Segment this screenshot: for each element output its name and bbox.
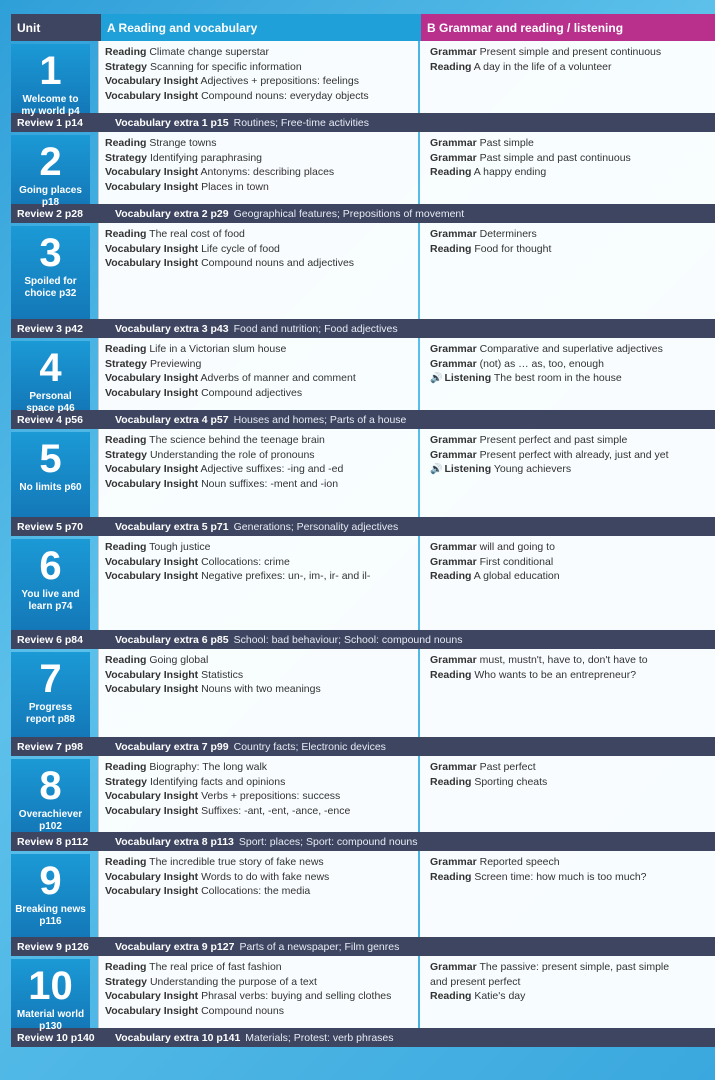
line-label: Grammar bbox=[430, 434, 477, 446]
line-label: Grammar bbox=[430, 343, 477, 355]
review-link[interactable]: Review 9 p126 bbox=[17, 940, 89, 953]
line-text: Adjectives + prepositions: feelings bbox=[200, 75, 359, 87]
line-label: Reading bbox=[430, 60, 472, 73]
content-line bbox=[105, 448, 414, 463]
unit-title: Overachiever p102 bbox=[18, 809, 83, 832]
unit-row bbox=[11, 132, 715, 208]
grammar-reading-cell bbox=[420, 41, 715, 113]
line-text: Biography: The long walk bbox=[149, 761, 268, 773]
review-link[interactable]: Review 8 p112 bbox=[17, 835, 89, 848]
unit-badge[interactable] bbox=[11, 759, 90, 832]
reading-vocabulary-cell bbox=[98, 851, 418, 937]
content-line bbox=[430, 668, 711, 683]
line-text: First conditional bbox=[479, 555, 554, 568]
line-text: Identifying paraphrasing bbox=[149, 151, 263, 164]
line-text: Previewing bbox=[149, 357, 202, 370]
unit-number: 7 bbox=[39, 657, 62, 701]
unit-row bbox=[11, 338, 715, 414]
vocab-extra-topics: Houses and homes; Parts of a house bbox=[233, 413, 407, 426]
unit-3 bbox=[0, 223, 715, 338]
line-label: Vocabulary Insight bbox=[105, 372, 199, 384]
vocab-extra-topics: Country facts; Electronic devices bbox=[233, 740, 386, 753]
line-text: Climate change superstar bbox=[149, 46, 269, 58]
header-unit: Unit bbox=[11, 14, 101, 41]
line-label: Vocabulary Insight bbox=[105, 555, 199, 568]
line-label: Strategy bbox=[105, 151, 148, 164]
content-line bbox=[430, 870, 711, 885]
unit-row bbox=[11, 649, 715, 737]
content-line bbox=[430, 371, 711, 387]
line-text: Present perfect and past simple bbox=[479, 434, 628, 446]
vocab-extra-link[interactable]: Vocabulary extra 2 p29 bbox=[115, 207, 229, 220]
table-header bbox=[0, 14, 715, 41]
line-label: Vocabulary Insight bbox=[105, 683, 199, 695]
line-label: Grammar bbox=[430, 228, 477, 240]
line-text: Suffixes: -ant, -ent, -ance, -ence bbox=[201, 804, 351, 817]
review-bar bbox=[11, 410, 715, 429]
content-line bbox=[430, 448, 711, 463]
review-link[interactable]: Review 6 p84 bbox=[17, 633, 83, 646]
line-label: Listening bbox=[444, 372, 492, 384]
line-text: Young achievers bbox=[493, 463, 572, 475]
content-line bbox=[430, 760, 711, 775]
line-label: Grammar bbox=[430, 555, 477, 568]
content-line bbox=[105, 975, 414, 990]
line-label: Reading bbox=[105, 541, 147, 553]
review-bar bbox=[11, 937, 715, 956]
grammar-reading-cell bbox=[420, 851, 715, 937]
line-label: Vocabulary Insight bbox=[105, 1004, 199, 1017]
line-label: Grammar bbox=[430, 961, 477, 973]
vocab-extra-link[interactable]: Vocabulary extra 6 p85 bbox=[115, 633, 229, 646]
content-line bbox=[105, 136, 414, 151]
line-text: Strange towns bbox=[149, 137, 217, 149]
content-line bbox=[105, 555, 414, 570]
unit-title: Progress report p88 bbox=[26, 702, 75, 725]
line-text: A global education bbox=[473, 570, 560, 582]
content-line bbox=[105, 60, 414, 75]
line-text: Antonyms: describing places bbox=[200, 166, 335, 178]
reading-vocabulary-cell bbox=[98, 223, 418, 319]
line-text: must, mustn't, have to, don't have to bbox=[479, 654, 648, 666]
line-text: Food for thought bbox=[474, 242, 552, 255]
unit-number: 3 bbox=[39, 231, 62, 275]
vocab-extra-link[interactable]: Vocabulary extra 4 p57 bbox=[115, 413, 229, 426]
units-table bbox=[0, 41, 715, 1047]
reading-vocabulary-cell bbox=[98, 338, 418, 410]
content-line bbox=[430, 151, 711, 166]
unit-badge[interactable] bbox=[11, 226, 90, 319]
line-text: Present perfect with already, just and yet bbox=[479, 448, 669, 461]
line-text: Nouns with two meanings bbox=[201, 683, 321, 695]
line-label: Reading bbox=[105, 654, 147, 666]
line-text: and present perfect bbox=[430, 975, 521, 988]
line-label: Strategy bbox=[105, 975, 148, 988]
reading-vocabulary-cell bbox=[98, 649, 418, 737]
line-text: Going global bbox=[149, 654, 209, 666]
content-line bbox=[105, 477, 414, 492]
unit-title: Welcome to my world p4 bbox=[21, 94, 80, 117]
line-label: Vocabulary Insight bbox=[105, 990, 199, 1002]
unit-7 bbox=[0, 649, 715, 756]
line-label: Reading bbox=[105, 961, 147, 973]
line-label: Grammar bbox=[430, 541, 477, 553]
line-label: Vocabulary Insight bbox=[105, 257, 199, 269]
review-bar bbox=[11, 1028, 715, 1047]
unit-number: 5 bbox=[39, 437, 62, 481]
content-line bbox=[430, 242, 711, 257]
line-label: Reading bbox=[105, 343, 147, 355]
line-text: Understanding the purpose of a text bbox=[149, 975, 317, 988]
line-label: Reading bbox=[105, 434, 147, 446]
line-text: Past perfect bbox=[479, 761, 536, 773]
line-text: Verbs + prepositions: success bbox=[201, 790, 341, 802]
line-label: Vocabulary Insight bbox=[105, 166, 199, 178]
content-line bbox=[105, 789, 414, 804]
grammar-reading-cell bbox=[420, 223, 715, 319]
line-label: Vocabulary Insight bbox=[105, 180, 199, 193]
line-text: Who wants to be an entrepreneur? bbox=[474, 668, 637, 681]
grammar-reading-cell bbox=[420, 756, 715, 832]
speaker-icon: 🔊 bbox=[430, 373, 443, 384]
content-line bbox=[105, 884, 414, 899]
line-text: will and going to bbox=[479, 541, 555, 553]
line-text: The science behind the teenage brain bbox=[149, 434, 325, 446]
vocab-extra-link[interactable]: Vocabulary extra 7 p99 bbox=[115, 740, 229, 753]
unit-number: 8 bbox=[39, 764, 62, 808]
content-line bbox=[105, 45, 414, 60]
speaker-icon: 🔊 bbox=[430, 464, 443, 475]
content-line bbox=[105, 74, 414, 89]
line-text: Collocations: the media bbox=[201, 885, 311, 897]
line-label: Strategy bbox=[105, 357, 148, 370]
content-line bbox=[105, 227, 414, 242]
line-label: Strategy bbox=[105, 775, 148, 788]
content-line bbox=[105, 760, 414, 775]
content-line bbox=[105, 256, 414, 271]
content-line bbox=[105, 870, 414, 885]
line-text: Reported speech bbox=[479, 856, 560, 868]
content-line bbox=[105, 165, 414, 180]
header-reading-vocabulary: A Reading and vocabulary bbox=[101, 14, 421, 41]
unit-number: 4 bbox=[39, 346, 62, 390]
content-line bbox=[430, 227, 711, 242]
line-text: The passive: present simple, past simple bbox=[479, 961, 670, 973]
line-label: Grammar bbox=[430, 654, 477, 666]
content-line bbox=[430, 569, 711, 584]
content-line bbox=[430, 165, 711, 180]
review-bar bbox=[11, 630, 715, 649]
content-line bbox=[105, 386, 414, 401]
vocab-extra-topics: Routines; Free-time activities bbox=[233, 116, 370, 129]
unit-title: Material world p130 bbox=[16, 1009, 85, 1032]
unit-4 bbox=[0, 338, 715, 429]
line-text: Noun suffixes: -ment and -ion bbox=[201, 477, 339, 490]
line-text: Compound adjectives bbox=[201, 386, 303, 399]
line-text: A happy ending bbox=[473, 166, 547, 178]
reading-vocabulary-cell bbox=[98, 429, 418, 517]
line-text: Collocations: crime bbox=[201, 555, 290, 568]
line-text: Katie's day bbox=[474, 990, 526, 1002]
line-label: Reading bbox=[430, 166, 472, 178]
line-text: Scanning for specific information bbox=[149, 60, 302, 73]
line-label: Reading bbox=[430, 870, 472, 883]
review-link[interactable]: Review 4 p56 bbox=[17, 413, 83, 426]
content-line bbox=[105, 569, 414, 584]
unit-number: 10 bbox=[28, 964, 73, 1008]
unit-2 bbox=[0, 132, 715, 223]
line-label: Grammar bbox=[430, 856, 477, 868]
content-line bbox=[105, 682, 414, 697]
grammar-reading-cell bbox=[420, 132, 715, 204]
vocab-extra-topics: Materials; Protest: verb phrases bbox=[245, 1031, 394, 1044]
vocab-extra-topics: Geographical features; Prepositions of movement bbox=[233, 207, 465, 220]
unit-row bbox=[11, 429, 715, 517]
line-label: Reading bbox=[105, 856, 147, 868]
reading-vocabulary-cell bbox=[98, 956, 418, 1028]
line-label: Vocabulary Insight bbox=[105, 89, 199, 102]
line-text: A day in the life of a volunteer bbox=[473, 60, 612, 73]
review-bar bbox=[11, 113, 715, 132]
vocab-extra-link[interactable]: Vocabulary extra 3 p43 bbox=[115, 322, 229, 335]
content-line bbox=[105, 540, 414, 555]
content-line bbox=[105, 462, 414, 477]
line-text: Adverbs of manner and comment bbox=[200, 372, 356, 384]
content-line bbox=[430, 653, 711, 668]
line-label: Vocabulary Insight bbox=[105, 668, 199, 681]
line-label: Grammar bbox=[430, 357, 477, 370]
unit-row bbox=[11, 956, 715, 1032]
unit-6 bbox=[0, 536, 715, 649]
review-link[interactable]: Review 10 p140 bbox=[17, 1031, 95, 1044]
vocab-extra-link[interactable]: Vocabulary extra 5 p71 bbox=[115, 520, 229, 533]
content-line bbox=[430, 855, 711, 870]
line-text: Compound nouns bbox=[201, 1004, 284, 1017]
unit-number: 1 bbox=[39, 49, 62, 93]
line-label: Reading bbox=[430, 775, 472, 788]
content-line bbox=[430, 540, 711, 555]
line-text: Past simple bbox=[479, 137, 534, 149]
line-text: Past simple and past continuous bbox=[479, 151, 631, 164]
content-line bbox=[430, 775, 711, 790]
vocab-extra-topics: Food and nutrition; Food adjectives bbox=[233, 322, 398, 335]
line-label: Vocabulary Insight bbox=[105, 75, 199, 87]
content-line bbox=[105, 668, 414, 683]
line-text: The best room in the house bbox=[493, 372, 622, 384]
line-text: Identifying facts and opinions bbox=[149, 775, 286, 788]
line-label: Strategy bbox=[105, 448, 148, 461]
unit-title: No limits p60 bbox=[19, 482, 82, 493]
unit-row bbox=[11, 536, 715, 630]
line-label: Grammar bbox=[430, 151, 477, 164]
unit-badge[interactable] bbox=[11, 432, 90, 517]
content-line bbox=[430, 45, 711, 60]
vocab-extra-link[interactable]: Vocabulary extra 8 p113 bbox=[115, 835, 234, 848]
vocab-extra-link[interactable]: Vocabulary extra 10 p141 bbox=[115, 1031, 241, 1044]
content-line bbox=[105, 89, 414, 104]
line-text: Life in a Victorian slum house bbox=[149, 343, 287, 355]
review-link[interactable]: Review 7 p98 bbox=[17, 740, 83, 753]
vocab-extra-link[interactable]: Vocabulary extra 9 p127 bbox=[115, 940, 235, 953]
vocab-extra-topics: Generations; Personality adjectives bbox=[233, 520, 399, 533]
grammar-reading-cell bbox=[420, 338, 715, 410]
content-line bbox=[105, 151, 414, 166]
content-line bbox=[105, 855, 414, 870]
line-text: The real price of fast fashion bbox=[149, 961, 282, 973]
unit-row bbox=[11, 41, 715, 117]
content-line bbox=[105, 357, 414, 372]
review-bar bbox=[11, 319, 715, 338]
grammar-reading-cell bbox=[420, 649, 715, 737]
content-line bbox=[430, 975, 711, 990]
content-line bbox=[430, 462, 711, 478]
review-bar bbox=[11, 204, 715, 223]
review-bar bbox=[11, 832, 715, 851]
unit-10 bbox=[0, 956, 715, 1047]
unit-badge[interactable] bbox=[11, 135, 90, 208]
unit-badge[interactable] bbox=[11, 44, 90, 117]
line-label: Vocabulary Insight bbox=[105, 870, 199, 883]
content-line bbox=[105, 242, 414, 257]
header-grammar-reading: B Grammar and reading / listening bbox=[421, 14, 715, 41]
grammar-reading-cell bbox=[420, 536, 715, 630]
content-line bbox=[105, 180, 414, 195]
line-label: Vocabulary Insight bbox=[105, 804, 199, 817]
unit-title: Personal space p46 bbox=[26, 391, 75, 414]
unit-row bbox=[11, 851, 715, 937]
unit-8 bbox=[0, 756, 715, 851]
unit-title: Spoiled for choice p32 bbox=[24, 276, 77, 299]
unit-badge[interactable] bbox=[11, 959, 90, 1032]
content-line bbox=[105, 433, 414, 448]
review-link[interactable]: Review 3 p42 bbox=[17, 322, 83, 335]
content-line bbox=[105, 775, 414, 790]
line-label: Grammar bbox=[430, 137, 477, 149]
review-link[interactable]: Review 1 p14 bbox=[17, 116, 83, 129]
line-label: Vocabulary Insight bbox=[105, 570, 199, 582]
line-label: Vocabulary Insight bbox=[105, 463, 199, 475]
content-line bbox=[105, 1004, 414, 1019]
line-label: Vocabulary Insight bbox=[105, 477, 199, 490]
unit-5 bbox=[0, 429, 715, 536]
line-label: Reading bbox=[105, 46, 147, 58]
content-line bbox=[430, 555, 711, 570]
content-line bbox=[430, 960, 711, 975]
line-text: Tough justice bbox=[149, 541, 211, 553]
content-line bbox=[105, 960, 414, 975]
vocab-extra-topics: Parts of a newspaper; Film genres bbox=[239, 940, 400, 953]
reading-vocabulary-cell bbox=[98, 536, 418, 630]
vocab-extra-link[interactable]: Vocabulary extra 1 p15 bbox=[115, 116, 229, 129]
content-line bbox=[105, 653, 414, 668]
line-label: Vocabulary Insight bbox=[105, 885, 199, 897]
unit-number: 2 bbox=[39, 140, 62, 184]
line-label: Vocabulary Insight bbox=[105, 790, 199, 802]
line-text: Determiners bbox=[479, 228, 537, 240]
grammar-reading-cell bbox=[420, 956, 715, 1028]
content-line bbox=[105, 342, 414, 357]
line-text: Compound nouns: everyday objects bbox=[201, 89, 369, 102]
line-text: The incredible true story of fake news bbox=[149, 856, 324, 868]
content-line bbox=[430, 989, 711, 1004]
vocab-extra-topics: School: bad behaviour; School: compound nouns bbox=[233, 633, 463, 646]
vocab-extra-topics: Sport: places; Sport: compound nouns bbox=[238, 835, 418, 848]
reading-vocabulary-cell bbox=[98, 132, 418, 204]
unit-9 bbox=[0, 851, 715, 956]
unit-row bbox=[11, 223, 715, 319]
content-line bbox=[430, 357, 711, 372]
line-text: Adjective suffixes: -ing and -ed bbox=[200, 463, 344, 475]
unit-badge[interactable] bbox=[11, 539, 90, 630]
line-label: Reading bbox=[430, 242, 472, 255]
line-text: The real cost of food bbox=[149, 228, 245, 240]
content-line bbox=[430, 60, 711, 75]
reading-vocabulary-cell bbox=[98, 41, 418, 113]
line-text: Phrasal verbs: buying and selling clothes bbox=[201, 990, 392, 1002]
line-label: Reading bbox=[430, 990, 472, 1002]
content-line bbox=[105, 989, 414, 1004]
review-bar bbox=[11, 517, 715, 536]
line-label: Vocabulary Insight bbox=[105, 386, 199, 399]
line-text: Comparative and superlative adjectives bbox=[479, 343, 663, 355]
unit-title: Going places p18 bbox=[19, 185, 82, 208]
line-label: Grammar bbox=[430, 448, 477, 461]
unit-title: Breaking news p116 bbox=[15, 904, 86, 927]
unit-title: You live and learn p74 bbox=[21, 589, 80, 612]
line-label: Reading bbox=[105, 137, 147, 149]
grammar-reading-cell bbox=[420, 429, 715, 517]
line-label: Strategy bbox=[105, 60, 148, 73]
line-label: Reading bbox=[105, 761, 147, 773]
line-text: Statistics bbox=[201, 668, 244, 681]
unit-number: 6 bbox=[39, 544, 62, 588]
line-text: Screen time: how much is too much? bbox=[474, 870, 647, 883]
line-label: Grammar bbox=[430, 761, 477, 773]
line-text: Present simple and present continuous bbox=[479, 46, 662, 58]
line-label: Reading bbox=[430, 668, 472, 681]
content-line bbox=[430, 342, 711, 357]
unit-badge[interactable] bbox=[11, 652, 90, 737]
review-link[interactable]: Review 2 p28 bbox=[17, 207, 83, 220]
line-text: Places in town bbox=[201, 180, 269, 193]
line-label: Reading bbox=[105, 228, 147, 240]
content-line bbox=[105, 804, 414, 819]
review-link[interactable]: Review 5 p70 bbox=[17, 520, 83, 533]
line-label: Reading bbox=[430, 570, 472, 582]
review-bar bbox=[11, 737, 715, 756]
line-text: Words to do with fake news bbox=[201, 870, 330, 883]
line-text: Life cycle of food bbox=[201, 242, 280, 255]
unit-number: 9 bbox=[39, 859, 62, 903]
unit-badge[interactable] bbox=[11, 341, 90, 414]
unit-1 bbox=[0, 41, 715, 132]
line-text: Understanding the role of pronouns bbox=[149, 448, 315, 461]
line-text: Negative prefixes: un-, im-, ir- and il- bbox=[201, 570, 371, 582]
line-text: Sporting cheats bbox=[474, 775, 548, 788]
unit-badge[interactable] bbox=[11, 854, 90, 937]
line-text: (not) as … as, too, enough bbox=[479, 357, 604, 370]
line-label: Vocabulary Insight bbox=[105, 242, 199, 255]
reading-vocabulary-cell bbox=[98, 756, 418, 832]
content-line bbox=[430, 433, 711, 448]
line-label: Listening bbox=[444, 463, 492, 475]
line-label: Grammar bbox=[430, 46, 477, 58]
content-line bbox=[430, 136, 711, 151]
line-text: Compound nouns and adjectives bbox=[201, 257, 355, 269]
content-line bbox=[105, 371, 414, 386]
unit-row bbox=[11, 756, 715, 832]
